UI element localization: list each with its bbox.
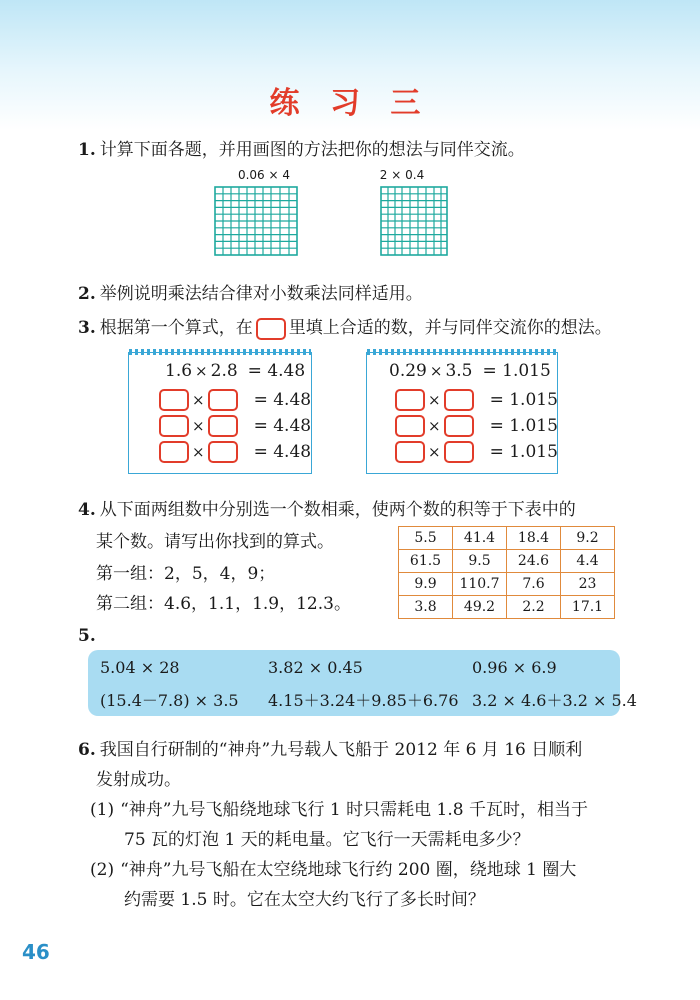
answer-box[interactable] — [395, 441, 425, 463]
blank-equation — [159, 441, 311, 463]
expression: (15.4－7.8) × 3.5 — [100, 691, 239, 710]
table-cell: 49.2 — [453, 596, 507, 619]
question-text: 我国自行研制的“神舟”九号载人飞船于 2012 年 6 月 16 日顺利 — [99, 740, 583, 760]
number-group-1: 第一组：2，5，4，9； — [96, 564, 276, 584]
card-ring-edge — [367, 349, 557, 355]
question-number: 5. — [78, 626, 96, 646]
times-sign: × — [195, 362, 208, 380]
times-sign: × — [192, 417, 205, 435]
factor-a: 1.6 — [165, 361, 193, 381]
answer-box[interactable] — [159, 389, 189, 411]
times-sign: × — [428, 417, 441, 435]
question-3 — [78, 316, 612, 340]
sub-question-2 — [90, 858, 576, 882]
expression: 3.2 × 4.6＋3.2 × 5.4 — [472, 691, 637, 710]
times-sign: × — [428, 391, 441, 409]
product: = 1.015 — [482, 361, 551, 381]
table-cell: 24.6 — [507, 550, 561, 573]
given-equation — [389, 361, 551, 381]
sub-question-number: (1) — [90, 800, 115, 820]
card-ring-edge — [129, 349, 311, 355]
sub-question-text: “神舟”九号飞船绕地球飞行 1 时只需耗电 1.8 千瓦时，相当于 — [120, 800, 588, 820]
question-text: 举例说明乘法结合律对小数乘法同样适用。 — [99, 284, 423, 304]
answer-box[interactable] — [444, 389, 474, 411]
product: = 4.48 — [247, 361, 306, 381]
table-cell: 61.5 — [399, 550, 453, 573]
table-cell: 110.7 — [453, 573, 507, 596]
page-number: 46 — [22, 940, 50, 964]
question-2 — [78, 282, 423, 306]
times-sign: × — [429, 362, 443, 380]
product: = 4.48 — [253, 390, 312, 410]
equation-card-right — [366, 352, 558, 474]
expression: 4.15＋3.24＋9.85＋6.76 — [268, 691, 459, 710]
table-row — [399, 550, 615, 573]
answer-box[interactable] — [444, 441, 474, 463]
expression: 0.96 × 6.9 — [472, 658, 557, 677]
factor-b: 3.5 — [445, 361, 473, 381]
page-title: 练 习 三 — [269, 86, 431, 121]
table-cell: 9.9 — [399, 573, 453, 596]
grid-label-left: 0.06 × 4 — [237, 168, 291, 182]
expression: 3.82 × 0.45 — [268, 658, 363, 677]
table-cell: 41.4 — [453, 527, 507, 550]
question-6 — [78, 738, 582, 762]
table-cell: 9.2 — [561, 527, 615, 550]
product-table — [398, 526, 615, 619]
equation-card-left — [128, 352, 312, 474]
question-text: 从下面两组数中分别选一个数相乘，使两个数的积等于下表中的 — [99, 500, 576, 520]
question-number: 3. — [78, 318, 96, 338]
answer-box[interactable] — [395, 389, 425, 411]
product: = 4.48 — [253, 442, 312, 462]
question-5 — [78, 624, 100, 648]
question-1 — [78, 138, 525, 162]
answer-box-sample — [256, 318, 286, 340]
blank-equation — [395, 389, 558, 411]
given-equation — [165, 361, 305, 381]
question-number: 1. — [78, 140, 96, 160]
table-cell: 2.2 — [507, 596, 561, 619]
table-row — [399, 573, 615, 596]
question-number: 2. — [78, 284, 96, 304]
table-cell: 3.8 — [399, 596, 453, 619]
blank-equation — [395, 415, 558, 437]
blank-equation — [159, 389, 311, 411]
question-text: 根据第一个算式，在 — [99, 318, 253, 338]
question-text: 计算下面各题，并用画图的方法把你的想法与同伴交流。 — [99, 140, 525, 160]
product: = 1.015 — [489, 442, 558, 462]
factor-a: 0.29 — [389, 361, 427, 381]
sub-question-1 — [90, 798, 588, 822]
sub-question-text: “神舟”九号飞船在太空绕地球飞行约 200 圈，绕地球 1 圈大 — [120, 860, 577, 880]
answer-box[interactable] — [208, 389, 238, 411]
table-cell: 18.4 — [507, 527, 561, 550]
table-cell: 17.1 — [561, 596, 615, 619]
expression-panel — [88, 650, 637, 716]
sub-question-number: (2) — [90, 860, 115, 880]
product: = 1.015 — [489, 390, 558, 410]
question-text: 里填上合适的数，并与同伴交流你的想法。 — [288, 318, 612, 338]
grid-label-right: 2 × 0.4 — [379, 168, 425, 182]
table-cell: 5.5 — [399, 527, 453, 550]
table-row — [399, 596, 615, 619]
times-sign: × — [192, 391, 205, 409]
expression: 5.04 × 28 — [100, 658, 180, 677]
times-sign: × — [428, 443, 441, 461]
decimal-grid-right — [380, 186, 450, 258]
answer-box[interactable] — [159, 415, 189, 437]
answer-box[interactable] — [444, 415, 474, 437]
table-row — [399, 527, 615, 550]
question-4 — [78, 498, 576, 522]
answer-box[interactable] — [208, 441, 238, 463]
number-group-2: 第二组：4.6，1.1，1.9，12.3。 — [96, 594, 351, 614]
times-sign: × — [192, 443, 205, 461]
table-cell: 23 — [561, 573, 615, 596]
table-cell: 4.4 — [561, 550, 615, 573]
answer-box[interactable] — [159, 441, 189, 463]
answer-box[interactable] — [208, 415, 238, 437]
table-cell: 7.6 — [507, 573, 561, 596]
table-cell: 9.5 — [453, 550, 507, 573]
blank-equation — [159, 415, 311, 437]
product: = 1.015 — [489, 416, 558, 436]
question-text-line: 发射成功。 — [96, 770, 181, 790]
decimal-grid-left — [214, 186, 300, 258]
factor-b: 2.8 — [210, 361, 238, 381]
question-number: 4. — [78, 500, 96, 520]
sub-question-text-line: 75 瓦的灯泡 1 天的耗电量。它飞行一天需耗电多少？ — [124, 830, 530, 850]
product: = 4.48 — [253, 416, 312, 436]
answer-box[interactable] — [395, 415, 425, 437]
blank-equation — [395, 441, 558, 463]
question-number: 6. — [78, 740, 96, 760]
sub-question-text-line: 约需要 1.5 时。它在太空大约飞行了多长时间？ — [124, 890, 485, 910]
question-text-line: 某个数。请写出你找到的算式。 — [96, 532, 334, 552]
